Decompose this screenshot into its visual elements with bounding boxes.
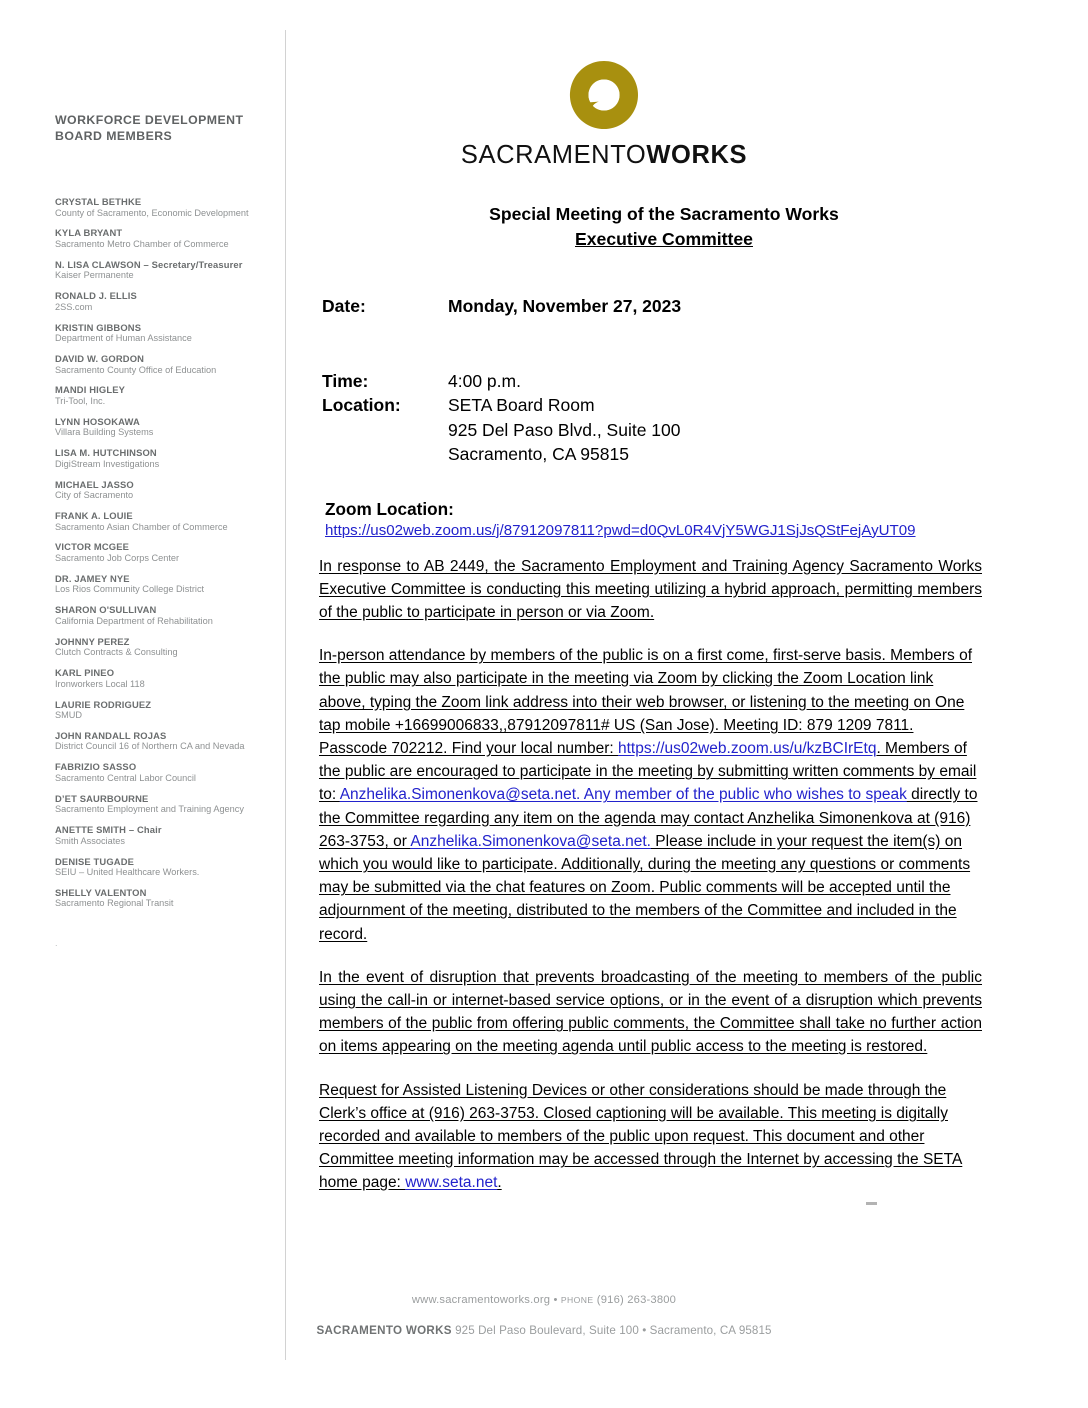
board-member-name: SHELLY VALENTON (55, 886, 147, 898)
board-member-name: MANDI HIGLEY (55, 384, 126, 396)
board-member (55, 604, 270, 627)
paragraph-accessibility (319, 1079, 982, 1195)
board-member-org: California Department of Rehabilitation (55, 615, 213, 626)
seta-home-page-link[interactable]: www.seta.net (405, 1174, 498, 1192)
board-member-org: 2SS.com (55, 301, 93, 312)
board-member-org: County of Sacramento, Economic Development (55, 207, 249, 218)
time-value: 4:00 p.m. (448, 370, 521, 391)
board-member-name: N. LISA CLAWSON – Secretary/Treasurer (55, 258, 243, 270)
board-member (55, 856, 270, 879)
footer-separator-1: • (553, 1294, 558, 1306)
board-member-org: Clutch Contracts & Consulting (55, 647, 178, 658)
board-member-name: D’ET SAURBOURNE (55, 792, 149, 804)
board-member-org: Sacramento Regional Transit (55, 898, 174, 909)
paragraph-ab2449: In response to AB 2449, the Sacramento Employment and Training Agency Sacramento Works Executive Committee is conducting this meeting utilizing a hybrid approach, permitting members of the public to participate in person or via Zoom. (319, 557, 982, 621)
logo-word-works: WORKS (646, 141, 748, 169)
board-member (55, 793, 270, 816)
logo-wordmark (324, 142, 884, 168)
title-line-1: Special Meeting of the Sacramento Works (489, 204, 839, 224)
board-member-list (55, 196, 270, 910)
board-member-name: RONALD J. ELLIS (55, 290, 137, 302)
page-footer (0, 1292, 1088, 1339)
board-member-org: DigiStream Investigations (55, 458, 160, 469)
board-member (55, 416, 270, 439)
accessibility-text-b: . (497, 1174, 502, 1192)
location-value (448, 393, 681, 467)
participation-text-c: directly to the Committee regarding any item on the agenda may contact Anzhelika Simonenkova at (916) 263-3753, or (319, 786, 978, 850)
board-member-name: JOHN RANDALL ROJAS (55, 729, 167, 741)
local-number-link[interactable]: https://us02web.zoom.us/u/kzBCIrEtq (617, 739, 877, 757)
board-member (55, 541, 270, 564)
sidebar-heading: WORKFORCE DEVELOPMENT BOARD MEMBERS (55, 113, 244, 143)
email-link-secondary[interactable]: Anzhelika.Simonenkova@seta.net. (410, 832, 651, 850)
board-member-org: Ironworkers Local 118 (55, 678, 145, 689)
board-member (55, 667, 270, 690)
board-member-org: Sacramento Job Corps Center (55, 552, 180, 563)
board-member (55, 479, 270, 502)
board-member-name: LYNN HOSOKAWA (55, 415, 140, 427)
logo-word-sacramento: SACRAMENTO (460, 141, 647, 169)
email-link-primary[interactable]: Anzhelika.Simonenkova@seta.net. Any member of the public who wishes to speak (339, 786, 907, 804)
board-member-name: FABRIZIO SASSO (55, 761, 137, 773)
notice-text (319, 555, 982, 1195)
board-member-org: Kaiser Permanente (55, 270, 134, 281)
board-member-org: Smith Associates (55, 835, 125, 846)
date-value: Monday, November 27, 2023 (448, 296, 682, 316)
accessibility-text-a: Request for Assisted Listening Devices or other considerations should be made through the Clerk’s office at (916) 263-3753. Closed captioning will be available. This meeting is digitally recorded and available to members of the public upon request. This document and other Committee meeting information may be accessed through the Internet by accessing the SETA home page: (319, 1081, 963, 1192)
board-member-org: City of Sacramento (55, 490, 134, 501)
location-line-1: SETA Board Room (448, 395, 595, 415)
board-member (55, 322, 270, 345)
location-line-3: Sacramento, CA 95815 (448, 444, 629, 464)
board-member (55, 227, 270, 250)
board-member-name: FRANK A. LOUIE (55, 510, 133, 522)
page-title (314, 202, 1014, 252)
board-member (55, 824, 270, 847)
board-member-org: Sacramento Central Labor Council (55, 772, 196, 783)
zoom-meeting-link[interactable]: https://us02web.zoom.us/j/87912097811?pwd=d0QvL0R4VjY5WGJ1SjJsQStFejAyUT09 (325, 521, 916, 539)
zoom-location-label: Zoom Location: (325, 498, 454, 519)
meeting-details (322, 294, 1014, 467)
board-member (55, 573, 270, 596)
board-member-org: SMUD (55, 710, 83, 720)
board-member-name: KYLA BRYANT (55, 227, 123, 239)
board-member (55, 636, 270, 659)
board-member (55, 384, 270, 407)
footer-address: 925 Del Paso Boulevard, Suite 100 • Sacramento, CA 95815 (455, 1324, 772, 1337)
board-member-name: KRISTIN GIBBONS (55, 321, 142, 333)
sidebar-divider (285, 30, 286, 1360)
board-member-org: Sacramento Metro Chamber of Commerce (55, 238, 229, 249)
board-member (55, 699, 270, 722)
board-member (55, 510, 270, 533)
board-member-org: Tri-Tool, Inc. (55, 395, 106, 406)
sidebar-trailing-mark: . (55, 937, 58, 948)
footer-phone-label: PHONE (560, 1295, 594, 1305)
location-line-2: 925 Del Paso Blvd., Suite 100 (448, 419, 681, 440)
location-row (322, 393, 1014, 467)
board-member-name: DAVID W. GORDON (55, 353, 145, 365)
board-member-org: Los Rios Community College District (55, 584, 205, 595)
board-member-org: Sacramento County Office of Education (55, 364, 217, 375)
board-member-org: District Council 16 of Northern CA and Nevada (55, 741, 245, 752)
board-member-name: CRYSTAL BETHKE (55, 196, 142, 207)
board-member (55, 761, 270, 784)
location-label: Location: (322, 395, 401, 415)
footer-contact-line (0, 1292, 1088, 1308)
footer-address-line (0, 1323, 1088, 1339)
board-member-name: DR. JAMEY NYE (55, 572, 130, 584)
document-body (314, 0, 1014, 1215)
footer-phone-number: (916) 263-3800 (596, 1294, 677, 1306)
participation-text-d: Please include in your request the item(s) on which you would like to participate. Additionally, during the meeting any questions or comments may be submitted via the chat features on Zoom. Public comments will be accepted until the adjournment of the meeting, distributed to the members of the Committee and included in the record. (319, 832, 971, 943)
zoom-location-block (325, 498, 1014, 541)
board-member-org: SEIU – United Healthcare Workers. (55, 867, 200, 878)
board-member-name: SHARON O'SULLIVAN (55, 604, 157, 616)
board-member (55, 730, 270, 753)
board-member-name: DENISE TUGADE (55, 855, 135, 867)
board-member-name: JOHNNY PEREZ (55, 635, 130, 647)
board-members-sidebar (55, 113, 270, 948)
board-member (55, 447, 270, 470)
board-member-name: LAURIE RODRIGUEZ (55, 698, 152, 710)
paragraph-disruption: In the event of disruption that prevents broadcasting of the meeting to members of the public using the call-in or internet-based service options, or in the event of a disruption which prevents members of the public from offering public comments, the Committee shall take no further action on items appearing on the meeting agenda until public access to the meeting is restored. (319, 968, 982, 1056)
swirl-logo-icon (567, 58, 641, 132)
time-row (322, 369, 1014, 394)
board-member-name: KARL PINEO (55, 667, 115, 679)
date-row (322, 294, 1014, 319)
board-member (55, 887, 270, 910)
board-member-org: Sacramento Employment and Training Agency (55, 804, 244, 815)
board-member-name: LISA M. HUTCHINSON (55, 447, 157, 459)
board-member (55, 196, 270, 219)
participation-text-a: In-person attendance by members of the public is on a first come, first-serve basis. Members of the public may also participate in the meeting via Zoom by clicking the Zoom Location link above, typing the Zoom link address into their web browser, or listening to the meeting on One tap mobile +16699006833,,87912097811# US (San Jose). Meeting ID: 879 1209 7811. Passcode 702212. Find your local number: (319, 647, 972, 757)
footer-website: www.sacramentoworks.org (411, 1294, 551, 1306)
scan-artifact-mark (866, 1202, 877, 1205)
paragraph-participation (319, 644, 982, 946)
board-member-org: Villara Building Systems (55, 427, 154, 438)
board-member (55, 259, 270, 282)
board-member-name: ANETTE SMITH – Chair (55, 824, 162, 836)
date-label: Date: (322, 296, 366, 316)
footer-org-name: SACRAMENTO WORKS (316, 1324, 452, 1337)
board-member-name: VICTOR MCGEE (55, 541, 130, 553)
title-line-2: Executive Committee (575, 229, 753, 249)
board-member (55, 290, 270, 313)
board-member-org: Department of Human Assistance (55, 333, 192, 344)
time-label: Time: (322, 370, 369, 391)
board-member (55, 353, 270, 376)
sacramento-works-logo (324, 0, 884, 168)
board-member-name: MICHAEL JASSO (55, 478, 134, 490)
participation-text-b: . Members of the public are encouraged to participate in the meeting by submitting written comments by email to: (319, 739, 977, 804)
board-member-org: Sacramento Asian Chamber of Commerce (55, 521, 228, 532)
